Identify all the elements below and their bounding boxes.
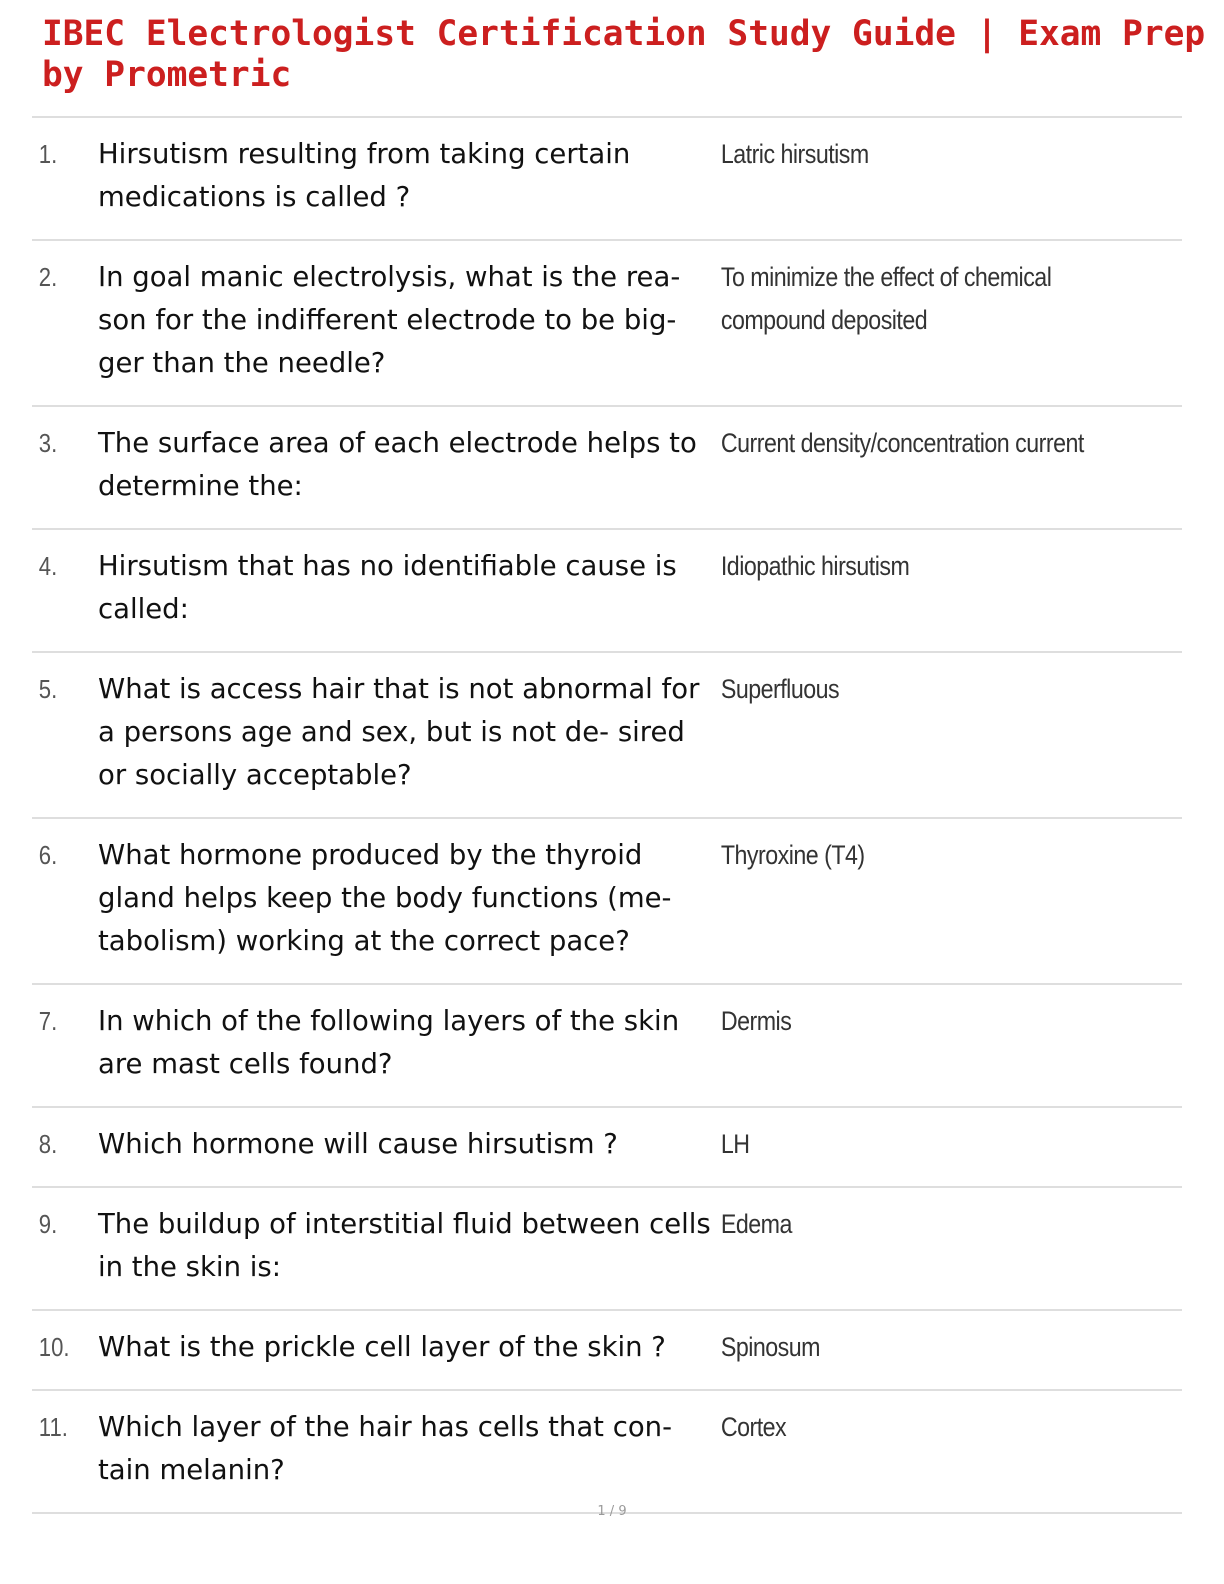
question-text: Hirsutism that has no identifiable cause is called: bbox=[98, 550, 677, 625]
question-number: 7. bbox=[38, 1006, 58, 1036]
qa-row bbox=[32, 1188, 1182, 1311]
qa-row bbox=[32, 985, 1182, 1108]
question-text: Which layer of the hair has cells that con- tain melanin? bbox=[98, 1411, 672, 1486]
question-number: 11. bbox=[38, 1412, 68, 1442]
question-text: The surface area of each electrode helps to determine the: bbox=[98, 427, 697, 502]
qa-row bbox=[32, 1311, 1182, 1391]
page-title: IBEC Electrologist Certification Study Guide | Exam Prep by Prometric bbox=[42, 14, 1206, 95]
question-text: What is the prickle cell layer of the skin ? bbox=[98, 1331, 666, 1363]
answer-text: To minimize the effect of chemical compound deposited bbox=[720, 262, 1052, 335]
answer-text: Spinosum bbox=[720, 1332, 820, 1362]
page-number: 1 / 9 bbox=[597, 1504, 627, 1519]
answer-text: Idiopathic hirsutism bbox=[720, 551, 910, 581]
qa-row bbox=[32, 1108, 1182, 1188]
question-number: 1. bbox=[38, 139, 58, 169]
answer-text: Superfluous bbox=[720, 674, 840, 704]
question-text: The buildup of interstitial fluid between cells in the skin is: bbox=[98, 1208, 711, 1283]
answer-text: Dermis bbox=[720, 1006, 792, 1036]
qa-row bbox=[32, 241, 1182, 407]
answer-text: Edema bbox=[720, 1209, 792, 1239]
answer-text: Cortex bbox=[720, 1412, 787, 1442]
question-text: What is access hair that is not abnormal for a persons age and sex, but is not de- sired or socially acceptable? bbox=[98, 673, 700, 791]
question-text: In which of the following layers of the skin are mast cells found? bbox=[98, 1005, 680, 1080]
qa-list bbox=[32, 116, 1182, 1514]
question-number: 10. bbox=[38, 1332, 70, 1362]
question-number: 5. bbox=[38, 674, 58, 704]
question-number: 4. bbox=[38, 551, 58, 581]
question-number: 3. bbox=[38, 428, 58, 458]
question-number: 8. bbox=[38, 1129, 58, 1159]
answer-text: LH bbox=[720, 1129, 750, 1159]
question-number: 2. bbox=[38, 262, 58, 292]
answer-text: Current density/concentration current bbox=[720, 428, 1084, 458]
question-text: In goal manic electrolysis, what is the rea- son for the indifferent electrode to be big- ger than the needle? bbox=[98, 261, 681, 379]
answer-text: Latric hirsutism bbox=[720, 139, 869, 169]
qa-row bbox=[32, 1391, 1182, 1514]
qa-row bbox=[32, 118, 1182, 241]
answer-text: Thyroxine (T4) bbox=[720, 840, 865, 870]
question-text: Hirsutism resulting from taking certain medications is called ? bbox=[98, 138, 631, 213]
qa-row bbox=[32, 530, 1182, 653]
qa-row bbox=[32, 819, 1182, 985]
question-text: Which hormone will cause hirsutism ? bbox=[98, 1128, 618, 1160]
question-number: 6. bbox=[38, 840, 58, 870]
qa-row bbox=[32, 407, 1182, 530]
question-text: What hormone produced by the thyroid gland helps keep the body functions (me- tabolism) working at the correct pace? bbox=[98, 839, 672, 957]
qa-row bbox=[32, 653, 1182, 819]
question-number: 9. bbox=[38, 1209, 58, 1239]
